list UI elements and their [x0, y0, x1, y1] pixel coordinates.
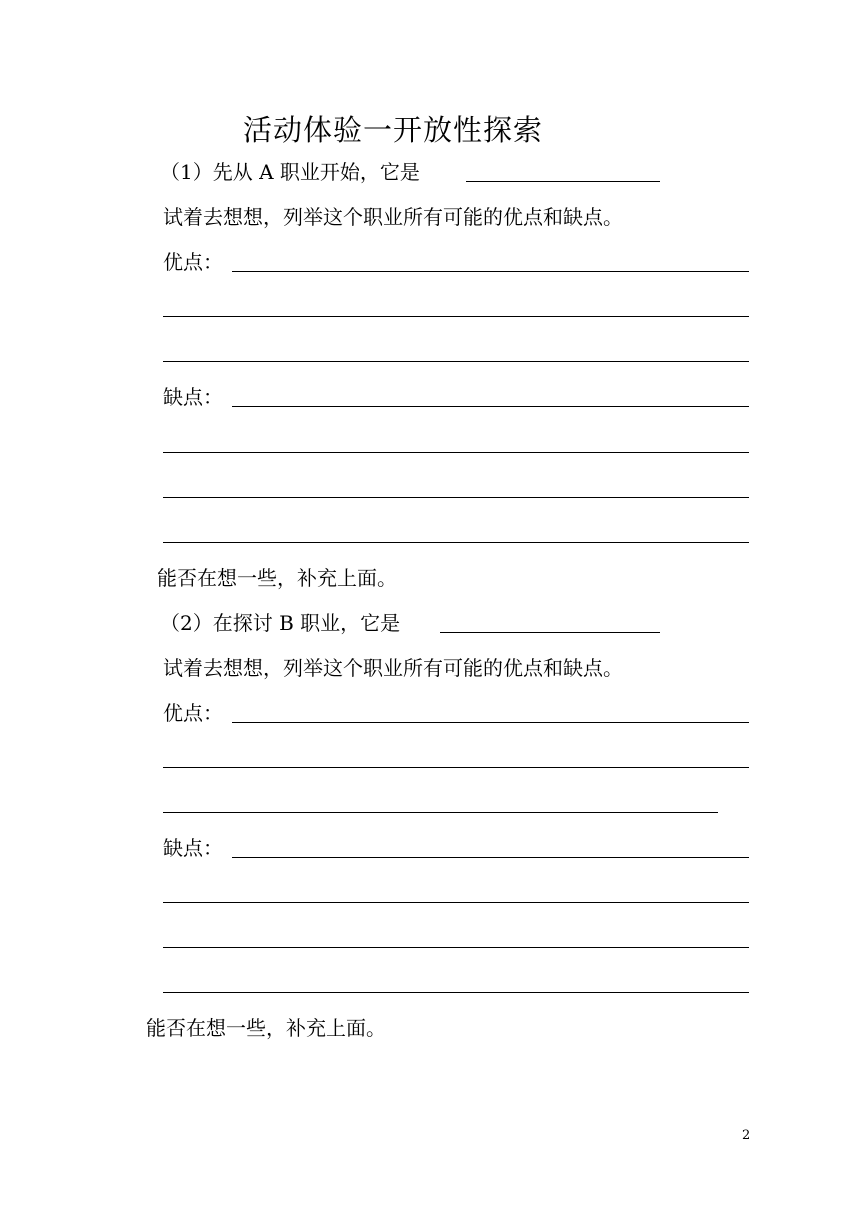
section-a-disadvantage-line[interactable]	[232, 406, 749, 407]
section-b-disadvantage-line[interactable]	[163, 992, 749, 993]
page-title: 活动体验一开放性探索	[243, 113, 544, 147]
section-a-advantage-line[interactable]	[163, 316, 749, 317]
section-a-instruction: 试着去想想，列举这个职业所有可能的优点和缺点。	[163, 205, 623, 229]
section-a-prompt: （1）先从 A 职业开始，它是	[160, 160, 420, 184]
section-b-disadvantage-line[interactable]	[163, 947, 749, 948]
section-b-instruction: 试着去想想，列举这个职业所有可能的优点和缺点。	[163, 656, 623, 680]
section-a-advantages-label: 优点：	[163, 250, 223, 274]
section-b-disadvantage-line[interactable]	[232, 857, 749, 858]
section-a-advantage-line[interactable]	[163, 361, 749, 362]
section-b-advantage-line[interactable]	[232, 722, 749, 723]
section-a-disadvantages-label: 缺点：	[163, 385, 223, 409]
section-a-disadvantage-line[interactable]	[163, 542, 749, 543]
section-b-career-blank[interactable]	[440, 632, 660, 633]
section-a-advantage-line[interactable]	[232, 271, 749, 272]
section-b-prompt: （2）在探讨 B 职业，它是	[160, 611, 401, 635]
section-b-disadvantage-line[interactable]	[163, 902, 749, 903]
section-a-disadvantage-line[interactable]	[163, 452, 749, 453]
section-a-career-blank[interactable]	[466, 181, 660, 182]
section-a-supplement: 能否在想一些，补充上面。	[157, 566, 397, 590]
section-b-disadvantages-label: 缺点：	[163, 836, 223, 860]
section-b-supplement: 能否在想一些，补充上面。	[146, 1016, 386, 1040]
section-a-disadvantage-line[interactable]	[163, 497, 749, 498]
section-b-advantages-label: 优点：	[163, 701, 223, 725]
section-b-advantage-line[interactable]	[163, 767, 749, 768]
page-number: 2	[742, 1128, 751, 1143]
section-b-advantage-line[interactable]	[163, 812, 718, 813]
